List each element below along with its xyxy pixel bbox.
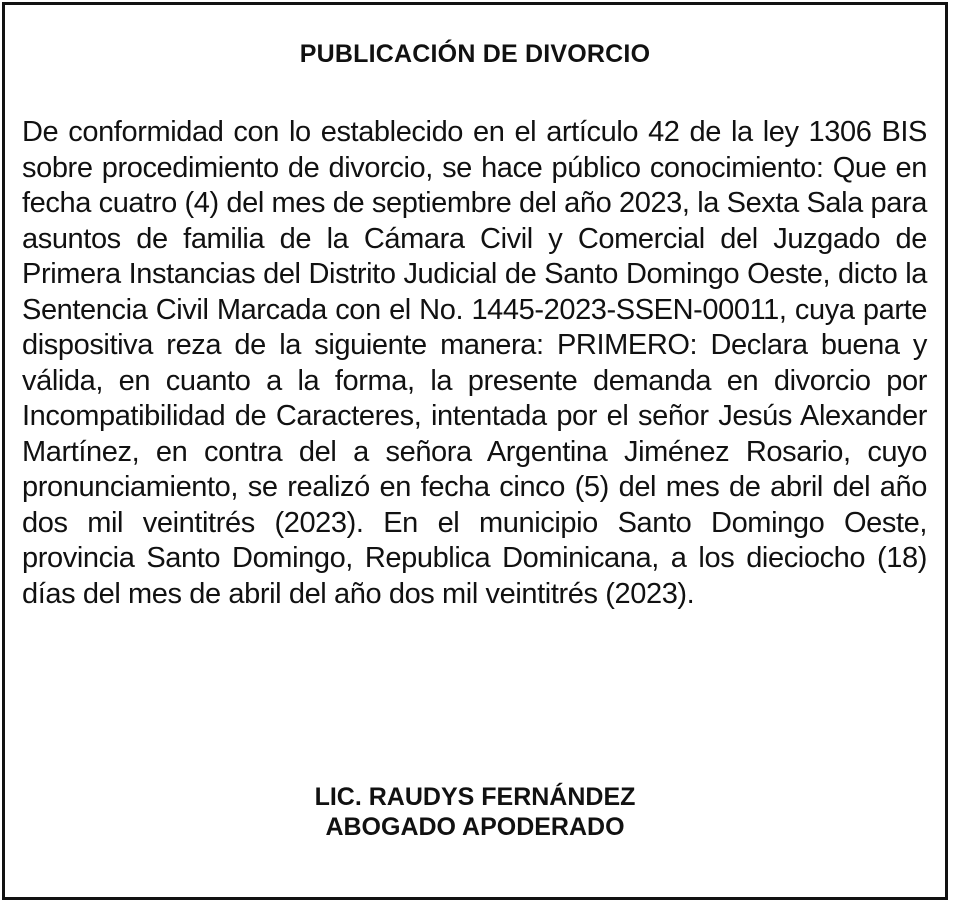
signature-role: ABOGADO APODERADO	[325, 813, 625, 841]
signature-name: LIC. RAUDYS FERNÁNDEZ	[314, 783, 636, 811]
signature-block	[5, 782, 945, 842]
notice-title: PUBLICACIÓN DE DIVORCIO	[299, 40, 651, 68]
notice-body: De conformidad con lo establecido en el artículo 42 de la ley 1306 BIS sobre procedimiento de divorcio, se hace público conocimiento: Que en fecha cuatro (4) del mes de septiembre del año 2023, la Sexta Sala para asuntos de familia de la Cámara Civil y Comercial del Juzgado de Primera Instancias del Distrito Judicial de Santo Domingo Oeste, dicto la Sentencia Civil Marcada con el No. 1445-2023-SSEN-00011, cuya parte dispositiva reza de la siguiente manera: PRIMERO: Declara buena y válida, en cuanto a la forma, la presente demanda en divorcio por Incompatibilidad de Caracteres, intentada por el señor Jesús Alexander Martínez, en contra del a señora Argentina Jiménez Rosario, cuyo pronunciamiento, se realizó en fecha cinco (5) del mes de abril del año dos mil veintitrés (2023). En el municipio Santo Domingo Oeste, provincia Santo Domingo, Republica Dominicana, a los dieciocho (18) días del mes de abril del año dos mil veintitrés (2023).	[22, 116, 927, 610]
notice-frame	[2, 2, 948, 900]
